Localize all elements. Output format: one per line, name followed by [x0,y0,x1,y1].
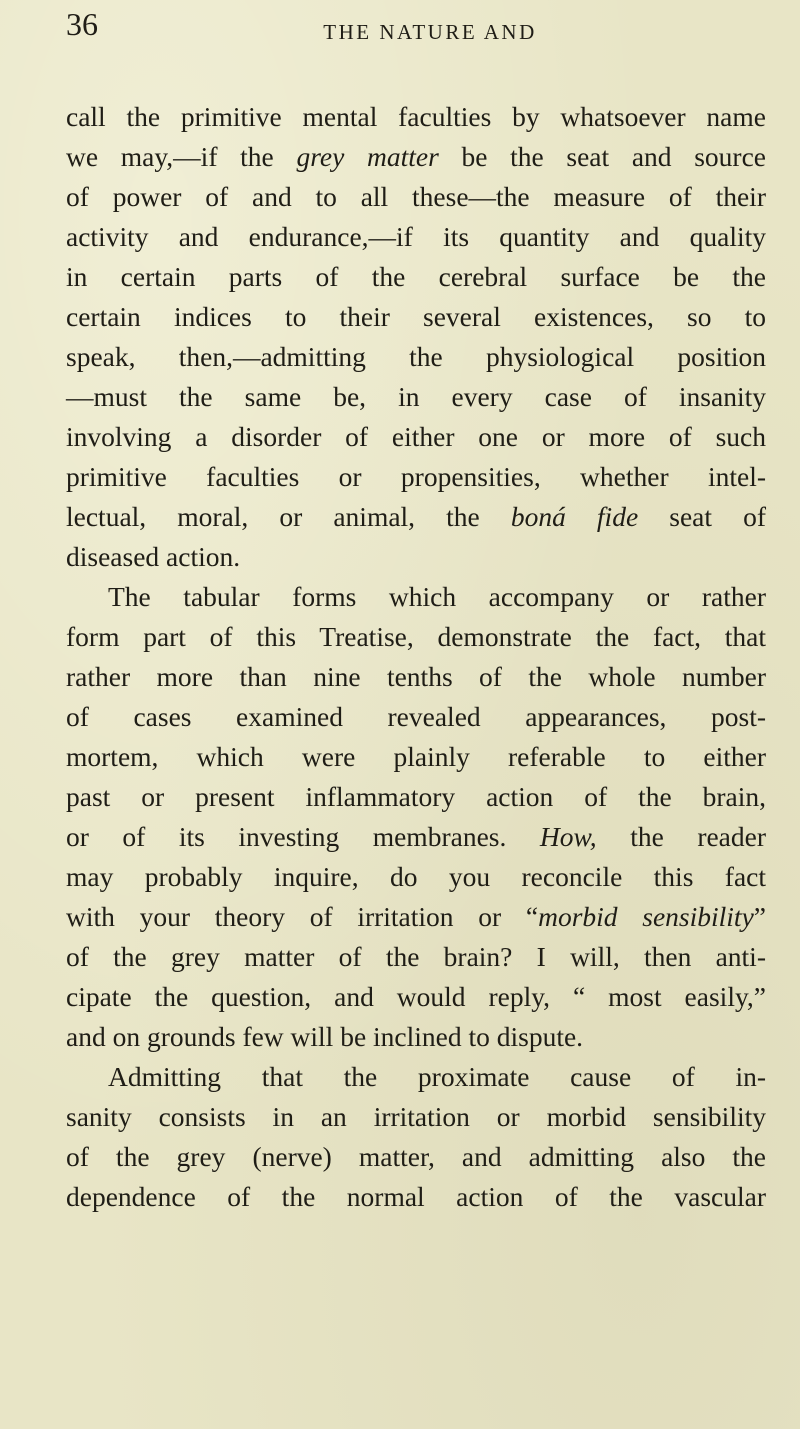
text-line: may probably inquire, do you reconcile this fact [66,861,766,892]
text-line: rather more than nine tenths of the whole number [66,661,766,692]
text-line: dependence of the normal action of the vascular [66,1181,766,1212]
text-line: past or present inflammatory action of the brain, [66,781,766,812]
text-line: of the grey matter of the brain? I will, then anti- [66,941,766,972]
text-line: speak, then,—admitting the physiological position [66,341,766,372]
text-line: of cases examined revealed appearances, post- [66,701,766,732]
text-line: form part of this Treatise, demonstrate the fact, that [66,621,766,652]
text-line: lectual, moral, or animal, the boná fide seat of [66,501,766,532]
text-line: certain indices to their several existences, so to [66,301,766,332]
text-line: and on grounds few will be inclined to dispute. [66,1021,584,1052]
italic-phrase: How, [539,821,597,852]
text-line: diseased action. [66,541,241,572]
italic-phrase: boná fide [510,501,639,532]
text-line: The tabular forms which accompany or rather [108,581,766,612]
italic-phrase: morbid sensibility [538,901,754,932]
text-line: call the primitive mental faculties by whatsoever name [66,101,766,132]
text-line: involving a disorder of either one or more of such [66,421,766,452]
text-line: in certain parts of the cerebral surface be the [66,261,766,292]
running-title: THE NATURE AND [323,20,537,44]
text-line: —must the same be, in every case of insanity [66,381,766,412]
text-line: or of its investing membranes. How, the reader [66,821,766,852]
text-line: activity and endurance,—if its quantity and quality [66,221,766,252]
text-line: Admitting that the proximate cause of in- [108,1061,766,1092]
text-line: cipate the question, and would reply, “ most easily,” [66,981,766,1012]
text-line: primitive faculties or propensities, whether intel- [66,461,766,492]
page-number: 36 [66,6,98,42]
italic-phrase: grey matter [296,141,439,172]
text-line: of power of and to all these—the measure of their [66,181,766,212]
text-line: sanity consists in an irritation or morbid sensibility [66,1101,766,1132]
text-line: we may,—if the grey matter be the seat and source [66,141,766,172]
text-line: mortem, which were plainly referable to either [66,741,766,772]
text-line: of the grey (nerve) matter, and admitting also the [66,1141,766,1172]
text-line: with your theory of irritation or “morbid sensibility” [66,901,766,932]
